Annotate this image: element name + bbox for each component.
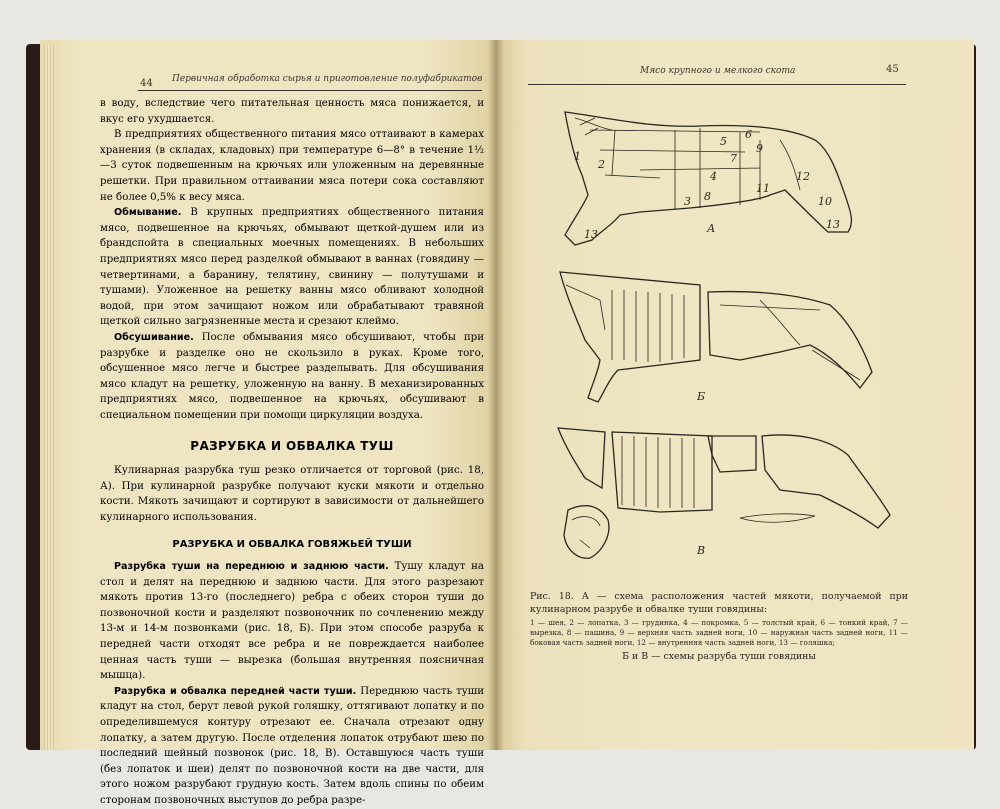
- region-number: 7: [730, 152, 737, 165]
- drying-paragraph: [100, 330, 484, 424]
- region-number: 12: [796, 170, 810, 183]
- drying-text: После обмывания мясо обсушивают, чтобы при разрубке и разделке оно не скользило в руках. Кроме того, обсушенное мясо легче и быстрее разделывать. Для обсушивания мясо кладут на решетку, уложенную на ванну. В механизированных предприятиях мясо, подвешенное на крючьях, обсушивают в специальном помещении при помощи циркуляции воздуха.: [100, 331, 484, 421]
- halves-runin: Разрубка туши на переднюю и заднюю части.: [114, 561, 389, 573]
- washing-runin: Обмывание.: [114, 207, 182, 219]
- figure-label-a: А: [707, 222, 716, 235]
- right-header-rule: [528, 84, 906, 85]
- region-number: 6: [745, 128, 752, 141]
- caption-sub: Б и В — схемы разруба туши говядины: [622, 651, 816, 662]
- halves-paragraph: [100, 559, 484, 684]
- book-gutter: [488, 40, 504, 750]
- section-heading: РАЗРУБКА И ОБВАЛКА ТУШ: [190, 439, 394, 454]
- region-number: 9: [756, 142, 763, 155]
- front-runin: Разрубка и обвалка передней части туши.: [114, 685, 357, 697]
- page-edges: [44, 46, 54, 750]
- region-number: 13: [584, 228, 598, 241]
- left-page-number: 44: [140, 78, 153, 89]
- left-header-rule: [138, 90, 482, 91]
- region-number: 1: [574, 150, 581, 163]
- paragraph: в воду, вследствие чего питательная ценность мяса понижается, и вкус его ухудшается.: [100, 98, 484, 125]
- figure-caption: [530, 590, 908, 663]
- region-number: 13: [826, 218, 840, 231]
- figure-label-v: В: [697, 544, 706, 557]
- caption-main: Рис. 18. А — схема расположения частей мякоти, получаемой при кулинарном разрубе и обвалке туши говядины:: [530, 591, 908, 615]
- right-running-head: Мясо крупного и мелкого скота: [640, 66, 796, 76]
- caption-legend: 1 — шея, 2 — лопатка, 3 — грудинка, 4 — покромка, 5 — толстый край, 6 — тонкий край, 7 — вырезка, 8 — пашина, 9 — верхняя часть задней ноги, 10 — наружная часть задней ноги, 11 — боковая часть задней ноги, 12 — внутренняя часть задней ноги, 13 — голяшка;: [530, 618, 908, 647]
- region-number: 8: [704, 190, 711, 203]
- region-number: 10: [818, 195, 832, 208]
- section-paragraph: Кулинарная разрубка туш резко отличается от торговой (рис. 18, А). При кулинарной разрубке получают куски мякоти и отдельно кости. Мякоть зачищают и сортируют в зависимости от дальнейшего кулинарного использования.: [100, 465, 484, 523]
- left-page-body: [100, 96, 484, 809]
- washing-text: В крупных предприятиях общественного питания мясо, подвешенное на крючьях, обмывают щеткой-душем или из брандспойта в специальных моечных помещениях. В небольших предприятиях мясо перед разделкой обмывают в ваннах (говядину — четвертинами, а баранину, телятину, свинину — полутушами и тушами). Уложенное на решетку ванны мясо обливают холодной водой, при этом зачищают ножом или обрабатывают травяной щеткой сильно загрязненные места и срезают клеймо.: [100, 207, 484, 328]
- right-page-number: 45: [886, 64, 899, 75]
- front-paragraph: [100, 684, 484, 809]
- region-number: 2: [598, 158, 605, 171]
- washing-paragraph: [100, 205, 484, 330]
- figure-label-b: Б: [697, 390, 706, 403]
- region-number: 5: [720, 135, 727, 148]
- paragraph: В предприятиях общественного питания мясо оттаивают в камерах хранения (в складах, кладовых) при температуре 6—8° в течение 1½—3 суток подвешенным на крючьях или уложенным на деревянные решетки. При правильном оттаивании мяса потери сока составляют не более 0,5% к весу мяса.: [100, 129, 484, 203]
- subsection-heading: РАЗРУБКА И ОБВАЛКА ГОВЯЖЬЕЙ ТУШИ: [172, 539, 412, 551]
- region-number: 11: [756, 182, 770, 195]
- left-running-head: Первичная обработка сырья и приготовление полуфабрикатов: [172, 74, 483, 84]
- front-text: Переднюю часть туши кладут на стол, берут левой рукой голяшку, оттягивают лопатку и по определившемуся контуру отрезают ее. Сначала отрезают одну лопатку, а затем другую. После отделения лопаток отрубают шею по последний шейный позвонок (рис. 18, В). Оставшуюся часть туши (без лопаток и шеи) делят по позвоночной кости на две части, для этого ножом разрубают грудную кость. Затем вдоль спины по обеим сторонам позвоночных выступов до ребра разре-: [100, 685, 484, 806]
- region-number: 3: [684, 195, 691, 208]
- halves-text: Тушу кладут на стол и делят на переднюю и заднюю части. Для этого разрезают мякоть против 13-го (последнего) ребра с обеих сторон туши до позвоночной кости и разделяют позвоночник по сочленению между 13-м и 14-м позвонками (рис. 18, Б). При этом способе разруба к передней части отходят все ребра и не повреждается наиболее ценная часть туши — вырезка (большая внутренняя поясничная мышца).: [100, 561, 484, 682]
- region-number: 4: [710, 170, 717, 183]
- drying-runin: Обсушивание.: [114, 331, 194, 343]
